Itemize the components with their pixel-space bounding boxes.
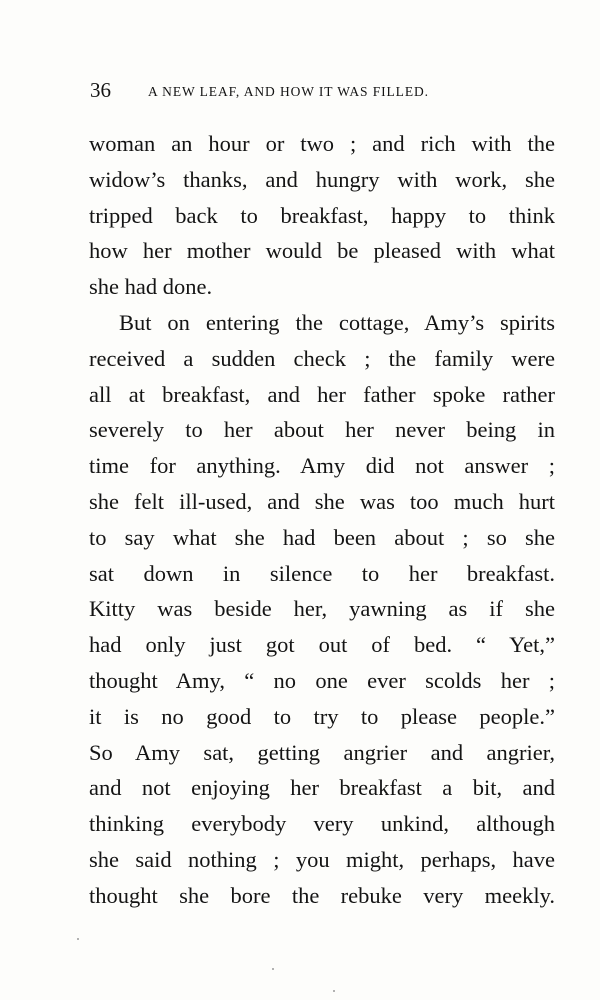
text-line: widow’s thanks, and hungry with work, she — [89, 166, 555, 192]
running-head — [90, 78, 552, 102]
text-line: she had done. — [89, 274, 213, 300]
text-line: Kitty was beside her, yawning as if she — [89, 596, 555, 622]
running-title: A NEW LEAF, AND HOW IT WAS FILLED. — [148, 84, 429, 99]
text-line: it is no good to try to please people.” — [89, 703, 555, 729]
page-number: 36 — [90, 78, 111, 102]
text-line: she felt ill-used, and she was too much hurt — [89, 488, 555, 514]
body-text — [89, 126, 555, 914]
text-line: all at breakfast, and her father spoke rather — [89, 381, 555, 407]
text-line: and not enjoying her breakfast a bit, and — [89, 775, 555, 801]
text-line: thinking everybody very unkind, although — [89, 811, 555, 837]
text-line: thought she bore the rebuke very meekly. — [89, 882, 555, 908]
text-line: time for anything. Amy did not answer ; — [89, 453, 555, 479]
paper-speck — [272, 968, 274, 970]
paper-speck — [333, 990, 335, 992]
text-line: to say what she had been about ; so she — [89, 524, 555, 550]
text-line: severely to her about her never being in — [89, 417, 555, 443]
text-line: had only just got out of bed. “ Yet,” — [89, 632, 555, 658]
text-line: woman an hour or two ; and rich with the — [89, 131, 555, 156]
text-line: thought Amy, “ no one ever scolds her ; — [89, 667, 555, 693]
paper-speck — [77, 938, 79, 940]
text-line: received a sudden check ; the family were — [89, 345, 555, 371]
text-line: So Amy sat, getting angrier and angrier, — [89, 739, 555, 765]
text-line: sat down in silence to her breakfast. — [89, 560, 555, 586]
paragraph-first-line: But on entering the cottage, Amy’s spirits — [119, 309, 555, 335]
text-line: tripped back to breakfast, happy to think — [89, 202, 555, 228]
text-line: she said nothing ; you might, perhaps, have — [89, 846, 555, 872]
text-line: how her mother would be pleased with what — [89, 238, 555, 264]
